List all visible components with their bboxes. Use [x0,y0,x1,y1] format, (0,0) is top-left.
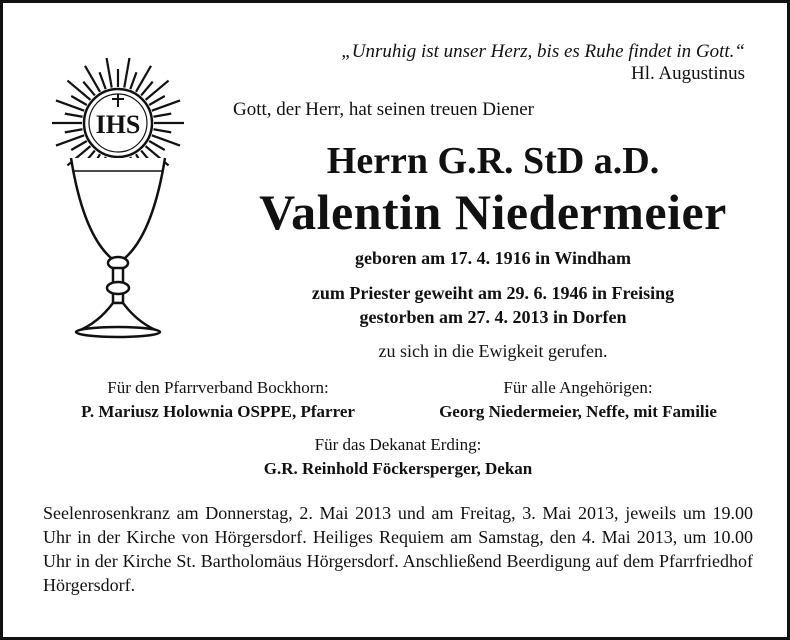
sunburst-ray [65,129,83,132]
sunburst-ray [71,96,87,105]
sunburst-ray [124,58,129,88]
sunburst-ray [130,72,136,89]
ordination-line: zum Priester geweiht am 29. 6. 1946 in Freising [311,283,675,303]
quote-block [341,41,745,85]
birth-line: geboren am 17. 4. 1916 in Windham [354,248,632,268]
sunburst-ray [153,114,171,117]
chalice-ihs-icon [43,53,193,343]
sunburst-ray [100,72,106,89]
ihs-monogram: IHS [95,110,141,139]
sunburst-ray [141,82,153,96]
sunburst-ray [83,82,95,96]
sunburst-ray [149,141,165,150]
mourner-role: Für das Dekanat Erding: [314,435,482,454]
mourner-name: P. Mariusz Holownia OSPPE, Pfarrer [81,402,355,421]
sunburst-ray [71,141,87,150]
mourner-role: Für den Pfarrverband Bockhorn: [107,378,329,397]
mourner-name: G.R. Reinhold Föckersperger, Dekan [263,459,533,478]
death-line: gestorben am 27. 4. 2013 in Dorfen [359,307,627,327]
deceased-title: Herrn G.R. StD a.D. [326,140,660,182]
sunburst-ray [149,96,165,105]
service-details: Seelenrosenkranz am Donnerstag, 2. Mai 2013 und am Freitag, 3. Mai 2013, jeweils um 19.00 Uhr in der Kirche von Hörgersdorf. Heiliges Requiem am Samstag, den 4. Mai 2013, um 10.00 Uhr in der Kirche St. Bartholomäus Hörgersdorf. Anschließend Beerdigung auf dem Pfarrfriedhof Hörgersdorf. [43,503,753,595]
mourner-parish [43,376,393,424]
intro-line: Gott, der Herr, hat seinen treuen Diener [233,99,535,120]
quote-author: Hl. Augustinus [630,63,745,84]
mourner-deanery [203,433,593,481]
sunburst-ray [107,58,112,88]
mourner-name: Georg Niedermeier, Neffe, mit Familie [439,402,717,421]
called-line: zu sich in die Ewigkeit gerufen. [378,341,608,361]
sunburst-ray [65,114,83,117]
mourner-role: Für alle Angehörigen: [503,378,653,397]
quote-text: „Unruhig ist unser Herz, bis es Ruhe findet in Gott.“ [341,41,745,62]
deceased-name: Valentin Niedermeier [259,184,727,240]
mourner-family [403,376,753,424]
sunburst-ray [153,129,171,132]
